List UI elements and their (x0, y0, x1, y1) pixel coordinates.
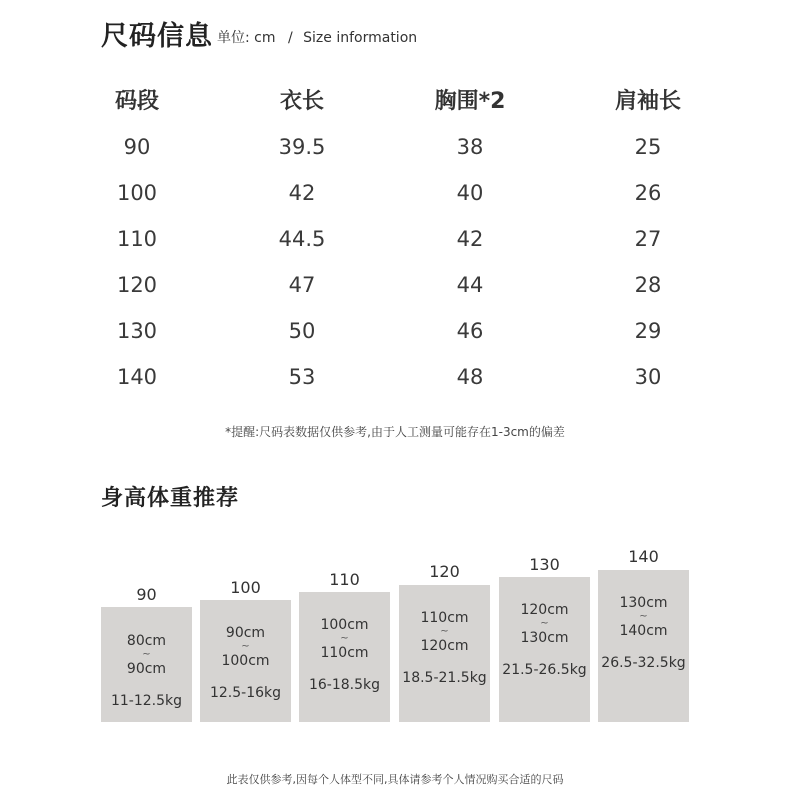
tilde: ~ (540, 618, 549, 629)
bar-size-label: 90 (136, 585, 157, 604)
table-cell: 140 (116, 365, 158, 389)
table-cell: 25 (634, 135, 662, 159)
tilde: ~ (142, 649, 151, 660)
bar-size-label: 100 (230, 578, 261, 597)
table-cell: 42 (456, 227, 484, 251)
tilde: ~ (440, 626, 449, 637)
recommend-bar (200, 600, 291, 722)
header-sleeve: 肩袖长 (614, 89, 681, 114)
table-cell: 27 (634, 227, 662, 251)
unit-label: 单位: (217, 30, 250, 46)
table-cell: 44 (456, 273, 484, 297)
height-from: 80cm (126, 633, 167, 649)
height-from: 100cm (320, 617, 369, 633)
unit-separator: / (287, 30, 293, 46)
header-length: 衣长 (279, 89, 324, 114)
tilde: ~ (639, 611, 648, 622)
page-title: 尺码信息 (101, 21, 213, 52)
unit-value: cm (254, 30, 276, 46)
table-cell: 53 (288, 365, 316, 389)
table-cell: 100 (116, 181, 158, 205)
unit-english: Size information (303, 30, 418, 46)
weight-range: 16-18.5kg (308, 677, 381, 693)
height-to: 110cm (320, 645, 369, 661)
table-cell: 90 (123, 135, 151, 159)
bar-size-label: 120 (429, 562, 460, 581)
table-cell: 48 (456, 365, 484, 389)
bar-size-label: 110 (329, 570, 360, 589)
recommend-bar (101, 607, 192, 722)
recommend-title: 身高体重推荐 (101, 486, 240, 511)
height-to: 130cm (520, 630, 569, 646)
tilde: ~ (241, 641, 250, 652)
table-cell: 38 (456, 135, 484, 159)
height-to: 90cm (126, 661, 167, 677)
bar-size-label: 140 (628, 547, 659, 566)
weight-range: 26.5-32.5kg (601, 655, 686, 671)
table-cell: 46 (456, 319, 484, 343)
footer-note: 此表仅供参考,因每个人体型不同,具体请参考个人情况购买合适的尺码 (226, 773, 564, 786)
table-cell: 29 (634, 319, 662, 343)
weight-range: 12.5-16kg (209, 685, 282, 701)
table-cell: 44.5 (278, 227, 326, 251)
height-from: 110cm (420, 610, 469, 626)
table-cell: 47 (288, 273, 316, 297)
height-to: 100cm (221, 653, 270, 669)
unit-info (217, 27, 417, 47)
table-cell: 50 (288, 319, 316, 343)
height-to: 120cm (420, 638, 469, 654)
recommend-bar (499, 577, 590, 722)
table-cell: 110 (116, 227, 158, 251)
table-cell: 130 (116, 319, 158, 343)
table-cell: 40 (456, 181, 484, 205)
table-cell: 42 (288, 181, 316, 205)
table-cell: 28 (634, 273, 662, 297)
weight-range: 11-12.5kg (110, 693, 183, 709)
recommend-bar (299, 592, 390, 722)
header-chest: 胸围*2 (434, 89, 506, 114)
height-from: 120cm (520, 602, 569, 618)
table-cell: 26 (634, 181, 662, 205)
weight-range: 21.5-26.5kg (502, 662, 587, 678)
height-from: 90cm (225, 625, 266, 641)
table-cell: 120 (116, 273, 158, 297)
height-to: 140cm (619, 623, 668, 639)
table-cell: 30 (634, 365, 662, 389)
recommend-bar (399, 585, 490, 722)
tilde: ~ (340, 633, 349, 644)
weight-range: 18.5-21.5kg (402, 670, 487, 686)
bar-size-label: 130 (529, 555, 560, 574)
header-size: 码段 (114, 89, 159, 114)
recommend-bar (598, 570, 689, 722)
measurement-note: *提醒:尺码表数据仅供参考,由于人工测量可能存在1-3cm的偏差 (225, 425, 565, 439)
height-from: 130cm (619, 595, 668, 611)
table-cell: 39.5 (278, 135, 326, 159)
